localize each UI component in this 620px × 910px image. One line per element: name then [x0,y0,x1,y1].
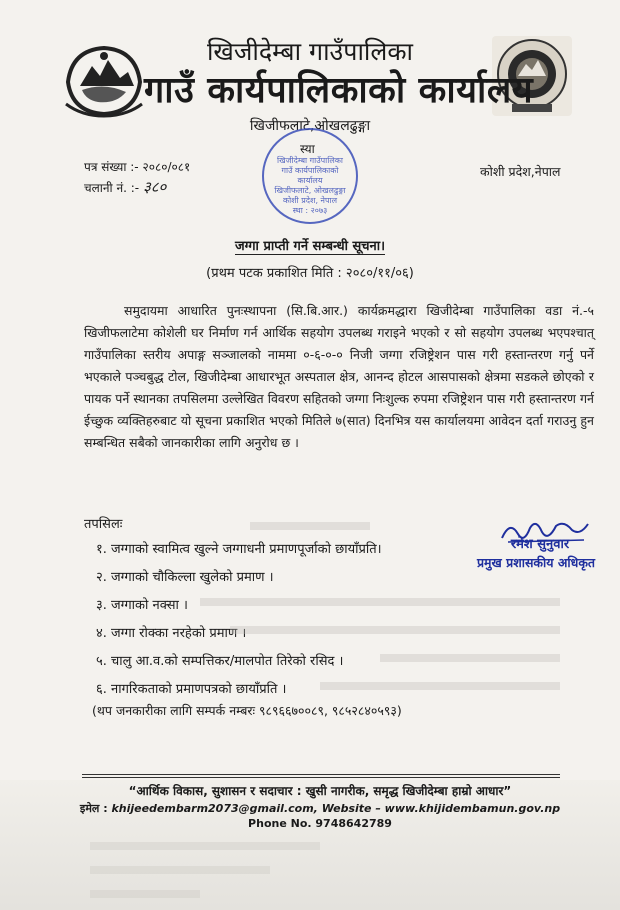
stamp-line: स्था : २०७३ [292,206,328,215]
ward-text: स्या [300,142,315,156]
footer-divider [82,777,560,778]
footer-slogan: “आर्थिक विकास, सुशासन र सदाचार : खुसी नागरीक, समृद्ध खिजीदेम्बा हाम्रो आधार” [128,784,512,798]
notice-body: समुदायमा आधारित पुनःस्थापना (सि.बि.आर.) कार्यक्रमद्धारा खिजीदेम्बा गाउँपालिका वडा नं.-५ खिजीफलाटेमा कोशेली घर निर्माण गर्न आर्थिक सहयोग उपलब्ध गराइने भएको र सो सहयोग उपलब्ध भएपश्चात् गाउँपालिका स्तरीय अपाङ्ग सञ्जालको नाममा ०-६-०-० निजी जग्गा रजिष्ट्रेशन पास गरी हस्तान्तरण गर्नु पर्ने भएकाले पञ्चबुद्ध टोल, खिजीदेम्बा आधारभूत अस्पताल क्षेत्र, आनन्द होटल आसपासको क्षेत्रमा सडकले छोएको र पायक पर्ने स्थानका तपसिलमा उल्लेखित विवरण सहितको जग्गा निःशुल्क रुपमा रजिष्ट्रेशन पास गरी हस्तान्तरण गर्न ईच्छुक व्यक्तिहरुबाट यो सूचना प्रकाशित भएको मितिले ७(सात) दिनभित्र यस कार्यालयमा आवेदन दर्ता गराउनु हुन सम्बन्धित सबैको जानकारीका लागि अनुरोध छ । [84,303,594,450]
list-item: ३. जग्गाको नक्सा । [96,598,188,613]
bleed-through [90,842,320,850]
stamp-text [274,156,346,216]
bleed-through [90,890,200,898]
signatory-name: रमेश सुनुवार [510,537,570,552]
stamp-line: खिजीफलाटे, ओखलढुङ्गा [274,186,346,195]
bleed-through [380,654,560,662]
list-item: १. जग्गाको स्वामित्व खुल्ने जग्गाधनी प्रमाणपूर्जाको छायाँप्रति। [96,542,382,557]
stamp-line: गाउँ कार्यपालिकाको कार्यालय [281,166,339,185]
letter-number-value: २०८०/०८१ [142,160,191,174]
email-label: इमेल : [79,802,108,815]
stamp-line: कोशी प्रदेश, नेपाल [282,196,338,205]
letter-number [84,158,190,175]
bleed-through [90,866,270,874]
list-item: ६. नागरिकताको प्रमाणपत्रको छायाँप्रति । [96,682,287,697]
list-item: २. जग्गाको चौकिल्ला खुलेको प्रमाण । [96,570,274,585]
tapsil-label: तपसिलः [84,517,123,532]
dispatch-number [84,177,166,197]
bleed-through [200,598,560,606]
office-stamp [262,128,358,224]
dispatch-number-label: चलानी नं. :- [84,181,140,195]
website-address: www.khijidembamun.gov.np [384,802,561,815]
list-item: ४. जग्गा रोक्का नरहेको प्रमाण । [96,626,247,641]
office-address: खिजीफलाटे,ओखलढुङ्गा [249,118,371,134]
notice-subject-text: जग्गा प्राप्ती गर्ने सम्बन्धी सूचना। [234,239,386,254]
list-item: ५. चालु आ.व.को सम्पत्तिकर/मालपोत तिरेको रसिद । [96,654,344,669]
bleed-through [250,522,370,530]
municipality-name: खिजीदेम्बा गाउँपालिका [206,37,414,66]
footer-phone: Phone No. 9748642789 [248,817,392,830]
signatory-title: प्रमुख प्रशासकीय अधिकृत [476,555,596,570]
notice-subject [0,236,620,254]
footer-divider [82,774,560,775]
website-label: Website – [321,802,381,815]
bleed-through [230,626,560,634]
footer-contact [0,801,620,816]
dispatch-number-value: ३८० [142,178,167,196]
email-address: khijeedembarm2073@gmail.com, [111,802,318,815]
letter-number-label: पत्र संख्या :- [84,160,139,174]
requirements-list [96,536,382,704]
contact-numbers: (थप जनकारीका लागि सम्पर्क नम्बरः ९८९६६७००८९, ९८५२८४०५९३) [92,703,402,718]
province-text: कोशी प्रदेश,नेपाल [480,164,561,179]
bleed-through [320,682,560,690]
office-name: गाउँ कार्यपालिकाको कार्यालय [144,70,534,111]
publication-date: (प्रथम पटक प्रकाशित मिति : २०८०/११/०६) [206,266,414,281]
stamp-line: खिजीदेम्बा गाउँपालिका [277,156,343,165]
